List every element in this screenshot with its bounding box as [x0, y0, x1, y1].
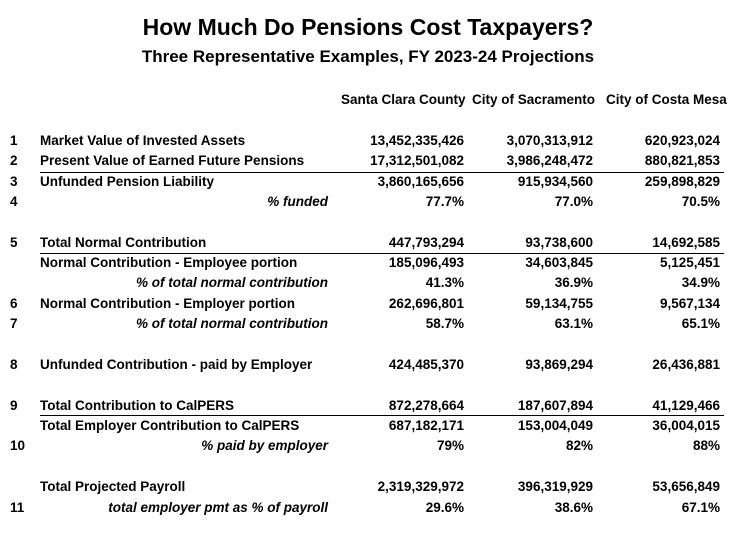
cell-value: 70.5% [681, 194, 720, 209]
row-label: total employer pmt as % of payroll [108, 500, 328, 515]
cell-value: 5,125,451 [659, 255, 720, 270]
divider-rule [40, 415, 724, 416]
row-number: 9 [10, 398, 18, 413]
cell-value: 29.6% [425, 500, 464, 515]
row-label: Market Value of Invested Assets [40, 133, 246, 148]
cell-value: 3,860,165,656 [377, 174, 464, 189]
cell-value: 93,738,600 [525, 235, 593, 250]
table-row [0, 436, 736, 456]
table-row [0, 253, 736, 273]
cell-value: 88% [692, 438, 720, 453]
cell-value: 77.0% [554, 194, 593, 209]
cell-value: 77.7% [425, 194, 464, 209]
cell-value: 3,070,313,912 [506, 133, 593, 148]
cell-value: 38.6% [554, 500, 593, 515]
table-row [0, 192, 736, 212]
cell-value: 259,898,829 [644, 174, 720, 189]
cell-value: 63.1% [554, 316, 593, 331]
page-subtitle: Three Representative Examples, FY 2023-24 Projections [141, 47, 595, 66]
row-number: 7 [10, 316, 18, 331]
table-row [0, 233, 736, 253]
row-number: 6 [10, 296, 18, 311]
row-number: 4 [10, 194, 18, 209]
cell-value: 53,656,849 [652, 479, 720, 494]
row-label: % paid by employer [201, 438, 328, 453]
cell-value: 58.7% [425, 316, 464, 331]
row-number: 11 [10, 500, 25, 515]
table-row [0, 294, 736, 314]
cell-value: 41.3% [425, 275, 464, 290]
cell-value: 41,129,466 [652, 398, 720, 413]
page-title: How Much Do Pensions Cost Taxpayers? [142, 14, 594, 40]
cell-value: 880,821,853 [644, 153, 720, 168]
cell-value: 59,134,755 [525, 296, 593, 311]
row-number: 2 [10, 153, 18, 168]
cell-value: 14,692,585 [652, 235, 720, 250]
cell-value: 620,923,024 [644, 133, 720, 148]
row-number: 5 [10, 235, 18, 250]
cell-value: 262,696,801 [388, 296, 464, 311]
column-header-santa-clara: Santa Clara County [341, 92, 466, 107]
cell-value: 36.9% [554, 275, 593, 290]
cell-value: 872,278,664 [388, 398, 464, 413]
cell-value: 915,934,560 [517, 174, 593, 189]
table-row [0, 151, 736, 171]
row-label: % of total normal contribution [136, 316, 328, 331]
row-label: % of total normal contribution [136, 275, 328, 290]
row-number: 1 [10, 133, 18, 148]
table-row [0, 416, 736, 436]
row-number: 3 [10, 174, 18, 189]
cell-value: 36,004,015 [652, 418, 720, 433]
row-label: Total Projected Payroll [40, 479, 186, 494]
cell-value: 65.1% [681, 316, 720, 331]
table-row [0, 355, 736, 375]
row-number: 8 [10, 357, 18, 372]
divider-rule [40, 172, 724, 173]
row-label: Total Employer Contribution to CalPERS [40, 418, 300, 433]
table-row [0, 498, 736, 518]
cell-value: 17,312,501,082 [370, 153, 464, 168]
row-label: Normal Contribution - Employee portion [40, 255, 298, 270]
column-header-costa-mesa: City of Costa Mesa [606, 92, 727, 107]
row-label: Total Normal Contribution [40, 235, 207, 250]
table-row [0, 172, 736, 192]
cell-value: 687,182,171 [388, 418, 464, 433]
table-row [0, 131, 736, 151]
cell-value: 82% [565, 438, 593, 453]
row-label: Present Value of Earned Future Pensions [40, 153, 305, 168]
cell-value: 447,793,294 [388, 235, 464, 250]
table-row [0, 273, 736, 293]
cell-value: 396,319,929 [517, 479, 593, 494]
row-label: Normal Contribution - Employer portion [40, 296, 295, 311]
cell-value: 67.1% [681, 500, 720, 515]
cell-value: 79% [436, 438, 464, 453]
cell-value: 9,567,134 [659, 296, 720, 311]
row-label: % funded [267, 194, 328, 209]
cell-value: 26,436,881 [652, 357, 720, 372]
cell-value: 2,319,329,972 [377, 479, 464, 494]
cell-value: 34,603,845 [525, 255, 593, 270]
row-label: Total Contribution to CalPERS [40, 398, 234, 413]
table-row [0, 396, 736, 416]
column-header-sacramento: City of Sacramento [472, 92, 596, 107]
table-row [0, 477, 736, 497]
table-row [0, 314, 736, 334]
cell-value: 424,485,370 [388, 357, 464, 372]
row-number: 10 [10, 438, 26, 453]
cell-value: 13,452,335,426 [370, 133, 464, 148]
row-label: Unfunded Pension Liability [40, 174, 215, 189]
cell-value: 153,004,049 [517, 418, 593, 433]
cell-value: 187,607,894 [517, 398, 593, 413]
row-label: Unfunded Contribution - paid by Employer [40, 357, 313, 372]
cell-value: 93,869,294 [525, 357, 593, 372]
cell-value: 3,986,248,472 [506, 153, 593, 168]
cell-value: 34.9% [681, 275, 720, 290]
divider-rule [40, 253, 724, 254]
cell-value: 185,096,493 [388, 255, 464, 270]
